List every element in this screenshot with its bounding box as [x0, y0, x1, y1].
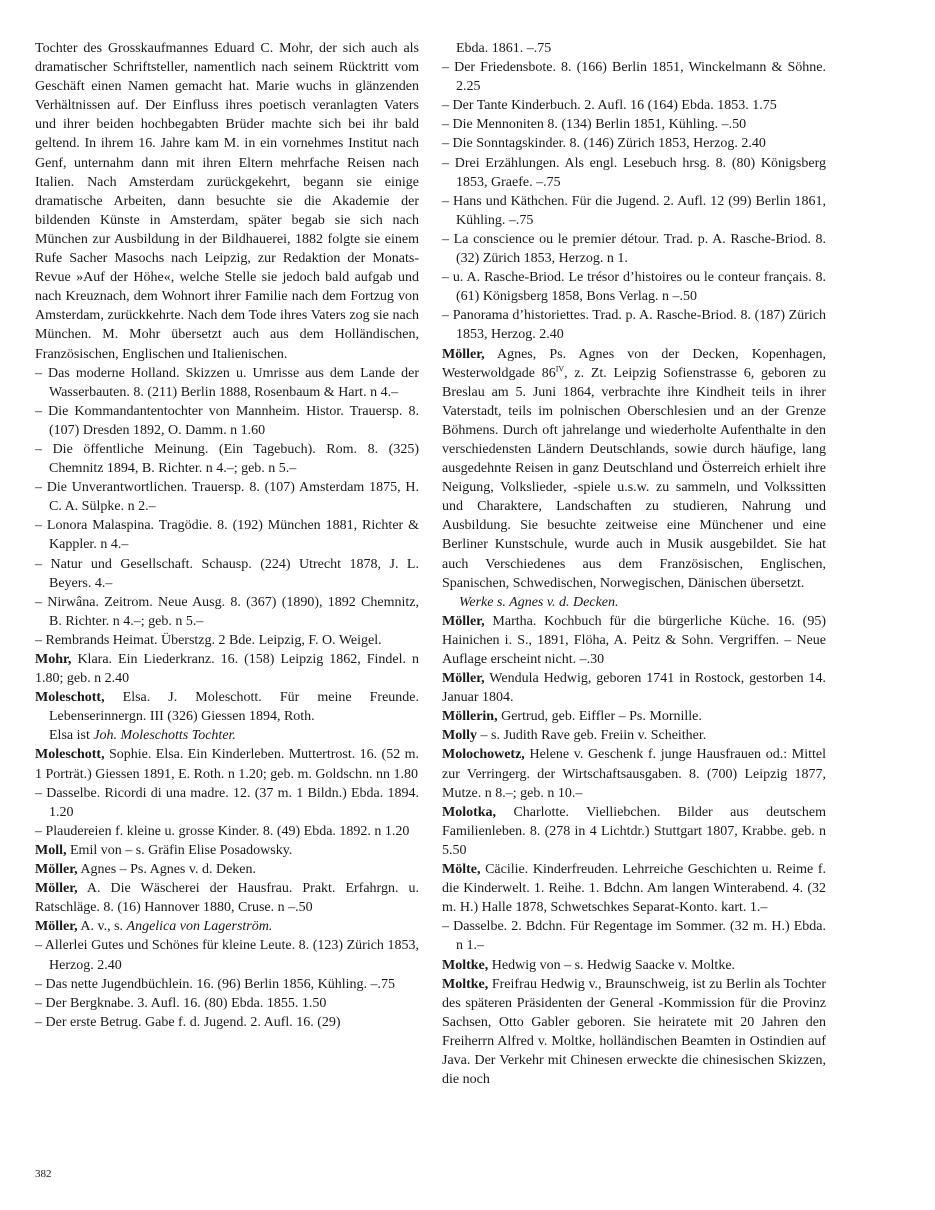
entry-name: Möller, [442, 671, 485, 687]
work-item: – Rembrands Heimat. Überstzg. 2 Bde. Leipzig, F. O. Weigel. [35, 632, 382, 648]
entry-moleschott-elsa [35, 688, 419, 726]
work-item: – Der Friedensbote. 8. (166) Berlin 1851, Winckelmann & Söhne. 2.25 [442, 60, 826, 95]
work-item: – La conscience ou le premier détour. Trad. p. A. Rasche-Briod. 8. (32) Zürich 1853, Herzog. n 1. [442, 231, 826, 267]
work-item: – Plaudereien f. kleine u. grosse Kinder. 8. (49) Ebda. 1892. n 1.20 [35, 823, 410, 839]
entry-text: Sophie. Elsa. Ein Kinderleben. Muttertrost. 16. (52 m. 1 Porträt.) Giessen 1891, E. Roth. n 1.20; geb. m. Goldschn. nn 1.80 [35, 747, 419, 782]
carryover-line: Ebda. 1861. –.75 [456, 41, 552, 56]
work-item: – Hans und Käthchen. Für die Jugend. 2. Aufl. 12 (99) Berlin 1861, Kühling. –.75 [442, 193, 826, 228]
entry-mohr-klara [35, 650, 419, 688]
work-item: – Das nette Jugendbüchlein. 16. (96) Berlin 1856, Kühling. –.75 [35, 976, 396, 992]
entry-name: Moll, [35, 842, 67, 858]
entry-moeller-martha [442, 612, 826, 669]
entry-text: Helene v. Geschenk f. junge Hausfrauen od.: Mittel zur Verringerg. der Wirtschaftsausgaben. 8. (700) Leipzig 1877, Mutze. n 8.–; geb. n 10.– [442, 747, 826, 801]
entry-name: Möller, [442, 613, 485, 629]
entry-text: Elsa. J. Moleschott. Für meine Freunde. Lebenserinnergn. III (326) Giessen 1894, Roth. [49, 690, 419, 725]
entry-name: Möller, [442, 346, 485, 362]
page-number: 382 [35, 1168, 52, 1180]
entry-name: Mölte, [442, 862, 481, 878]
entry-name: Möller, [35, 881, 78, 897]
note-italic: Joh. Moleschotts Tochter. [93, 728, 236, 744]
entry-text: A. Die Wäscherei der Hausfrau. Prakt. Erfahrgn. u. Ratschläge. 8. (16) Hannover 1880, Cruse. n –.50 [35, 881, 419, 916]
entry-name: Möller, [35, 919, 78, 935]
entry-moeller-wendula [442, 669, 826, 707]
mohr-works-list [35, 364, 419, 650]
entry-name: Moleschott, [35, 690, 105, 706]
work-item: – Die Unverantwortlichen. Trauersp. 8. (107) Amsterdam 1875, H. C. A. Sülpke. n 2.– [35, 480, 419, 515]
entry-moleschott-sophie [35, 745, 419, 783]
entry-moeller-av [35, 917, 419, 936]
entry-moelte [442, 860, 826, 917]
entry-note [49, 726, 419, 745]
entry-text: Wendula Hedwig, geboren 1741 in Rostock, gestorben 14. Januar 1804. [442, 671, 826, 706]
entry-name: Möller, [35, 862, 78, 878]
entry-moltke-2 [442, 975, 826, 1090]
entry-moellerin [442, 707, 826, 726]
entry-molly [442, 726, 826, 745]
work-item: – Der Bergknabe. 3. Aufl. 16. (80) Ebda. 1855. 1.50 [35, 995, 327, 1011]
entry-name: Moltke, [442, 976, 489, 992]
superscript: IV [555, 363, 565, 373]
entry-molotka [442, 803, 826, 860]
entry-note: Werke s. Agnes v. d. Decken. [459, 594, 619, 610]
entry-moeller-agnes [35, 860, 419, 879]
entry-text: Agnes, Ps. Agnes von der Decken, Kopenhagen, Westerwoldgade 86 [442, 346, 826, 381]
entry-moeller-a [35, 879, 419, 917]
work-item: – Der Tante Kinderbuch. 2. Aufl. 16 (164) Ebda. 1853. 1.75 [442, 98, 777, 114]
note-prefix: Elsa ist [49, 728, 94, 744]
entry-text: Emil von – s. Gräfin Elise Posadowsky. [66, 842, 293, 858]
entry-name: Molochowetz, [442, 747, 525, 763]
work-item: – Die öffentliche Meinung. (Ein Tagebuch). Rom. 8. (325) Chemnitz 1894, B. Richter. n 4.–; geb. n 5.– [35, 441, 419, 477]
entry-text: Agnes – Ps. Agnes v. d. Deken. [77, 862, 257, 878]
entry-text: Freifrau Hedwig v., Braunschweig, ist zu Berlin als Tochter des späteren Präsidenten der General -Kommission für die Provinz Sachsen, Otto Gabler geboren. Sie heiratete mit 20 Jahren den Freiherrn Alfred v. Moltke, holländischen Beamten in Ostindien auf Java. Der Verkehr mit Chinesen erweckte die chinesischen Skizzen, die noch [442, 976, 826, 1088]
entry-moeller-agnes-decken [442, 345, 826, 593]
entry-moltke-1 [442, 956, 826, 975]
entry-text: , z. Zt. Leipzig Sofienstrasse 6, geboren zu Breslau am 5. Juni 1864, verbrachte ihre Kindheit teils in ihrer Vaterstadt, teils im polnischen Oberschlesien und an der Grenze Böhmens. Durch oft jahrelange und wiederholte Aufenthalte in den verschiedensten Ländern Deutschlands, sowie durch häufige, lang ausgedehnte Reisen in ganz Deutschland und Österreich erhielt ihre Neigung, Volkslieder, -spiele u.s.w. zu sammeln, und Volkssitten und Charaktere, Landschaften zu studieren, Nahrung und Ausbildung. Sie besuchte zeitweise eine Münchener und eine Berliner Kunstschule, wurde auch in Musik ausgebildet. Sie hat auch Verschiedenes aus dem Französischen, Englischen, Spanischen, Schwedischen, Norwegischen, Dänischen übersetzt. [442, 365, 826, 591]
work-item: – Allerlei Gutes und Schönes für kleine Leute. 8. (123) Zürich 1853, Herzog. 2.40 [35, 938, 419, 973]
right-column [442, 39, 826, 1089]
work-item: – Drei Erzählungen. Als engl. Lesebuch hrsg. 8. (80) Königsberg 1853, Graefe. –.75 [442, 155, 826, 190]
entry-name: Molotka, [442, 804, 497, 820]
work-item: – Nirwâna. Zeitrom. Neue Ausg. 8. (367) (1890), 1892 Chemnitz, B. Richter. n 4.–; geb. n 5.– [35, 594, 419, 629]
entry-text: – s. Judith Rave geb. Freiin v. Scheither. [477, 728, 707, 744]
work-item: – Natur und Gesellschaft. Schausp. (224) Utrecht 1878, J. L. Beyers. 4.– [35, 556, 419, 591]
entry-moll [35, 841, 419, 860]
entry-text: Cäcilie. Kinderfreuden. Lehrreiche Geschichten u. Reime f. die Kinderwelt. 1. Reihe. 1. Bdchn. Am langen Winterabend. 4. (32 m. H.) Halle 1878, Schwetschkes Separat-Konto. kart. 1.– [442, 862, 826, 916]
entry-name: Moltke, [442, 957, 489, 973]
work-item: – Dasselbe. 2. Bdchn. Für Regentage im Sommer. (32 m. H.) Ebda. n 1.– [442, 919, 826, 954]
entry-text: Klara. Ein Liederkranz. 16. (158) Leipzig 1862, Findel. n 1.80; geb. n 2.40 [35, 652, 419, 687]
work-item: – Lonora Malaspina. Tragödie. 8. (192) München 1881, Richter & Kappler. n 4.– [35, 518, 419, 553]
mohr-biography: Tochter des Grosskaufmannes Eduard C. Mohr, der sich auch als dramatischer Schriftsteller, namentlich nach seinem Rücktritt vom Geschäft einen Namen gemacht hat. Marie wuchs in glänzenden Verhältnissen auf. Der Einfluss ihres poetisch veranlagten Vaters und ihrer beiden hochbegabten Brüder machte sich bei ihr bald geltend. In ihrem 16. Jahre kam M. in ein vornehmes Institut nach Genf, unternahm dann mit ihren Eltern mehrfache Reisen nach Italien. Nach Amsterdam zurückgekehrt, begann sie einige dramatische Arbeiten, dann besuchte sie die Akademie der bildenden Künste in Amsterdam, später begab sie sich nach München zur Ausbildung in der Bildhauerei, 1882 folgte sie einem Rufe Sacher Masochs nach Leipzig, zur Redaktion der Monats-Revue »Auf der Höhe«, welche Stelle sie jedoch bald aufgab und nach Kreuznach, dem Wohnort ihrer Familie nach dem Fortzug von Amsterdam, zurückkehrte. Nach dem Tode ihres Vaters zog sie nach München. M. Mohr übersetzt auch aus dem Holländischen, Französischen, Englischen und Italienischen. [35, 41, 419, 362]
work-item: – Die Kommandantentochter von Mannheim. Histor. Trauersp. 8. (107) Dresden 1892, O. Damm. n 1.60 [35, 403, 419, 438]
entry-molochowetz [442, 745, 826, 802]
entry-text: Martha. Kochbuch für die bürgerliche Küche. 16. (95) Hainichen i. S., 1891, Flöha, A. Peitz & Sohn. Vergriffen. – Neue Auflage erscheint nicht. –.30 [442, 613, 826, 667]
entry-italic: Angelica von Lagerström. [126, 919, 273, 935]
work-item: – Der erste Betrug. Gabe f. d. Jugend. 2. Aufl. 16. (29) [35, 1014, 341, 1030]
work-item: – Die Sonntagskinder. 8. (146) Zürich 1853, Herzog. 2.40 [442, 136, 766, 152]
work-item: – Dasselbe. Ricordi di una madre. 12. (37 m. 1 Bildn.) Ebda. 1894. 1.20 [35, 785, 419, 820]
entry-text: Gertrud, geb. Eiffler – Ps. Mornille. [497, 709, 702, 725]
left-column [35, 39, 419, 1032]
entry-text: Hedwig von – s. Hedwig Saacke v. Moltke. [488, 957, 736, 973]
entry-name: Moleschott, [35, 747, 105, 763]
entry-name: Möllerin, [442, 709, 498, 725]
entry-name: Molly [442, 728, 477, 744]
entry-text: Charlotte. Vielliebchen. Bilder aus deutschem Familienleben. 8. (278 in 4 Lichtdr.) Stuttgart 1807, Krabbe. geb. n 5.50 [442, 804, 826, 858]
work-item: – Das moderne Holland. Skizzen u. Umrisse aus dem Lande der Wasserbauten. 8. (211) Berlin 1888, Rosenbaum & Hart. n 4.– [35, 365, 419, 400]
work-item: – u. A. Rasche-Briod. Le trésor d’histoires ou le conteur français. 8. (61) Königsberg 1858, Bons Verlag. n –.50 [442, 270, 826, 305]
entry-name: Mohr, [35, 652, 72, 667]
entry-text: A. v., s. [77, 919, 127, 935]
work-item: – Panorama d’historiettes. Trad. p. A. Rasche-Briod. 8. (187) Zürich 1853, Herzog. 2.40 [442, 308, 826, 343]
work-item: – Die Mennoniten 8. (134) Berlin 1851, Kühling. –.50 [442, 117, 747, 133]
